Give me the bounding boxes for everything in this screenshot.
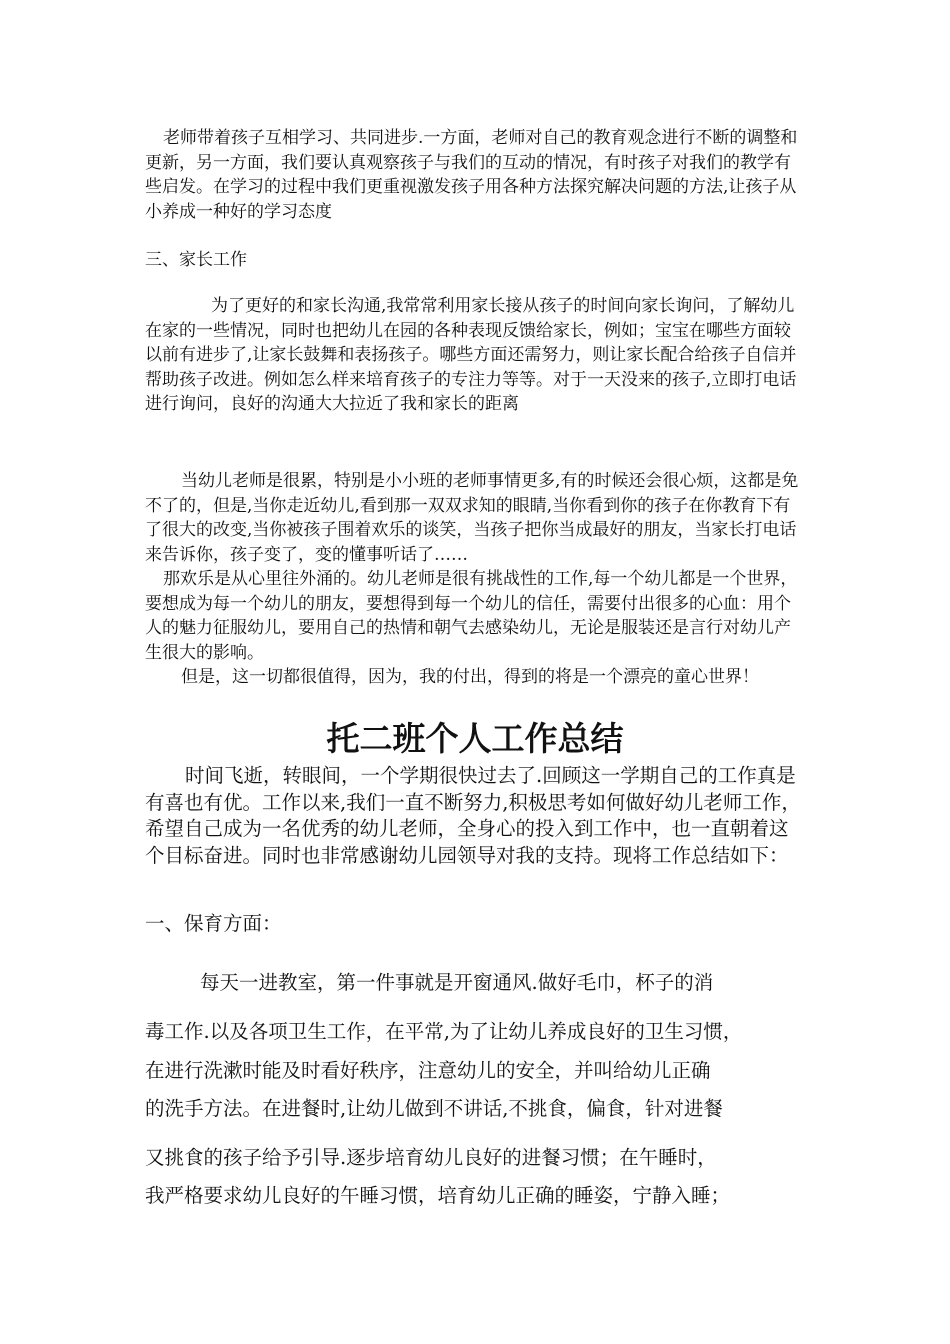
main-title: 托二班个人工作总结 [326,719,624,758]
care-line: 每天一进教室，第一件事就是开窗通风.做好毛巾，杯子的消 [200,971,714,994]
care-line: 又挑食的孩子给予引导.逐步培育幼儿良好的进餐习惯；在午睡时， [145,1146,717,1169]
section-1-heading: 一、保育方面： [145,912,282,935]
parent-work-paragraph: 为了更好的和家长沟通,我常常利用家长接从孩子的时间向家长询问，了解幼儿在家的一些情况，同时也把幼儿在园的各种表现反馈给家长，例如；宝宝在哪些方面较以前有进步了,让家长鼓舞和表扬孩子。哪些方面还需努力，则让家长配合给孩子自信并帮助孩子改进。例如怎么样来培育孩子的专注力等等。对于一天没来的孩子,立即打电话进行询问，良好的沟通大大拉近了我和家长的距离 [145,296,797,414]
care-line: 在进行洗漱时能及时看好秩序，注意幼儿的安全，并叫给幼儿正确 [145,1059,711,1082]
summary-intro-paragraph: 时间飞逝，转眼间，一个学期很快过去了.回顾这一学期自己的工作真是有喜也有优。工作以来,我们一直不断努力,积极思考如何做好幼儿老师工作，希望自己成为一名优秀的幼儿老师，全身心的投入到工作中，也一直朝着这个目标奋进。同时也非常感谢幼儿园领导对我的支持。现将工作总结如下： [145,764,801,867]
care-line: 毒工作.以及各项卫生工作，在平常,为了让幼儿养成良好的卫生习惯， [145,1020,743,1043]
reflection-paragraph-3: 但是，这一切都很值得，因为，我的付出，得到的将是一个漂亮的童心世界！ [181,667,759,687]
reflection-paragraph-2: 那欢乐是从心里往外涌的。幼儿老师是很有挑战性的工作,每一个幼儿都是一个世界，要想成为每一个幼儿的朋友，要想得到每一个幼儿的信任，需要付出很多的心血：用个人的魅力征服幼儿，要用自己的热情和朝气去感染幼儿，无论是服装还是言行对幼儿产生很大的影响。 [145,569,798,663]
section-3-heading: 三、家长工作 [145,250,247,270]
care-line: 的洗手方法。在进餐时,让幼儿做到不讲话,不挑食，偏食，针对进餐 [145,1097,723,1120]
reflection-paragraph-1: 当幼儿老师是很累，特别是小小班的老师事情更多,有的时候还会很心烦，这都是免不了的，但是,当你走近幼儿,看到那一双双求知的眼睛,当你看到你的孩子在你教育下有了很大的改变,当你被孩子围着欢乐的谈笑，当孩子把你当成最好的朋友，当家长打电话来告诉你，孩子变了，变的懂事听话了…… [145,471,799,565]
intro-paragraph: 老师带着孩子互相学习、共同进步.一方面，老师对自己的教育观念进行不断的调整和更新，另一方面，我们要认真观察孩子与我们的互动的情况，有时孩子对我们的教学有些启发。在学习的过程中我们更重视激发孩子用各种方法探究解决问题的方法,让孩子从小养成一种好的学习态度 [145,128,798,222]
care-line: 我严格要求幼儿良好的午睡习惯，培育幼儿正确的睡姿，宁静入睡； [145,1184,731,1207]
